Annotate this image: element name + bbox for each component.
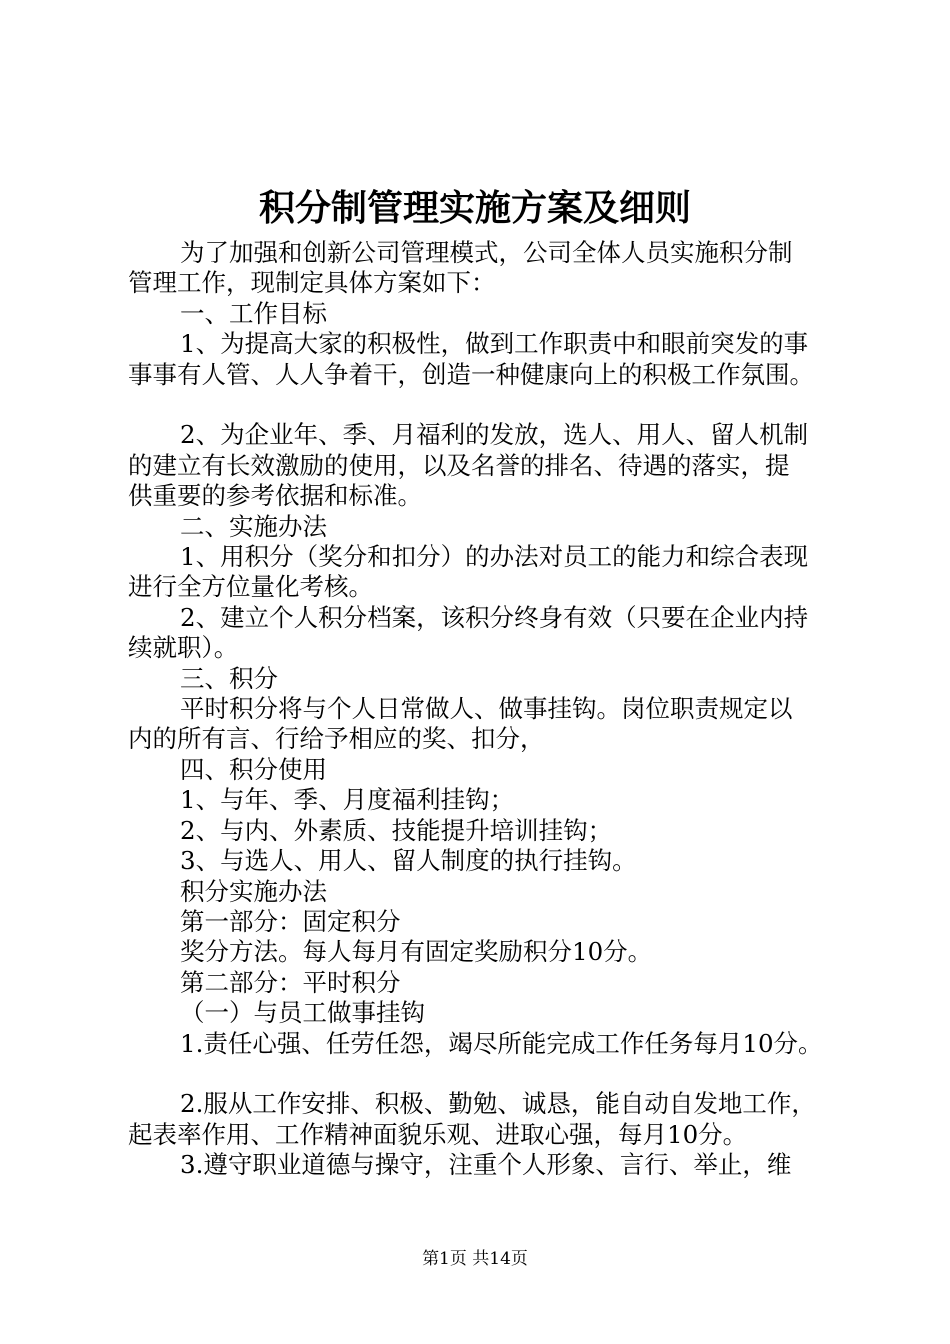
paragraph-line: 平时积分将与个人日常做人、做事挂钩。岗位职责规定以 — [180, 694, 793, 724]
page-number-footer: 第1页 共14页 — [422, 1249, 528, 1269]
paragraph-line: 进行全方位量化考核。 — [128, 572, 373, 602]
paragraph-line: 1.责任心强、任劳任怨，竭尽所能完成工作任务每月10分。 — [180, 1028, 823, 1058]
document-title: 积分制管理实施方案及细则 — [258, 187, 691, 229]
section-heading: （一）与员工做事挂钩 — [180, 998, 425, 1028]
section-heading: 二、实施办法 — [180, 511, 327, 541]
paragraph-line: 为了加强和创新公司管理模式，公司全体人员实施积分制 — [180, 238, 793, 267]
paragraph-line: 管理工作，现制定具体方案如下： — [128, 268, 496, 298]
paragraph-line: 2、建立个人积分档案，该积分终身有效（只要在企业内持 — [180, 602, 809, 632]
paragraph-line: 2、为企业年、季、月福利的发放，选人、用人、留人机制 — [180, 420, 809, 450]
section-heading: 一、工作目标 — [180, 298, 327, 328]
section-heading: 积分实施办法 — [180, 876, 327, 906]
paragraph-line: 内的所有言、行给予相应的奖、扣分， — [128, 724, 545, 754]
section-heading: 第一部分：固定积分 — [180, 906, 401, 936]
paragraph-line: 续就职）。 — [128, 633, 239, 663]
paragraph-line: 2.服从工作安排、积极、勤勉、诚恳，能自动自发地工作， — [180, 1089, 816, 1119]
document-body — [128, 238, 848, 1181]
paragraph-line: 1、用积分（奖分和扣分）的办法对员工的能力和综合表现 — [180, 542, 809, 572]
paragraph-line: 起表率作用、工作精神面貌乐观、进取心强，每月10分。 — [128, 1119, 748, 1149]
paragraph-line: 2、与内、外素质、技能提升培训挂钩； — [180, 815, 613, 845]
paragraph-line: 3、与选人、用人、留人制度的执行挂钩。 — [180, 846, 637, 876]
paragraph-line: 1、为提高大家的积极性，做到工作职责中和眼前突发的事 — [180, 329, 809, 359]
section-heading: 第二部分：平时积分 — [180, 967, 401, 997]
paragraph-line: 事事有人管、人人争着干，创造一种健康向上的积极工作氛围。 — [128, 359, 814, 389]
paragraph-line: 1、与年、季、月度福利挂钩； — [180, 785, 515, 815]
blank-line — [128, 390, 848, 420]
paragraph-line: 3.遵守职业道德与操守，注重个人形象、言行、举止，维 — [180, 1150, 792, 1180]
paragraph-line: 供重要的参考依据和标准。 — [128, 481, 422, 511]
section-heading: 四、积分使用 — [180, 754, 327, 784]
paragraph-line: 奖分方法。每人每月有固定奖励积分10分。 — [180, 937, 653, 967]
section-heading: 三、积分 — [180, 663, 278, 693]
blank-line — [128, 1059, 848, 1089]
paragraph-line: 的建立有长效激励的使用，以及名誉的排名、待遇的落实，提 — [128, 450, 790, 480]
